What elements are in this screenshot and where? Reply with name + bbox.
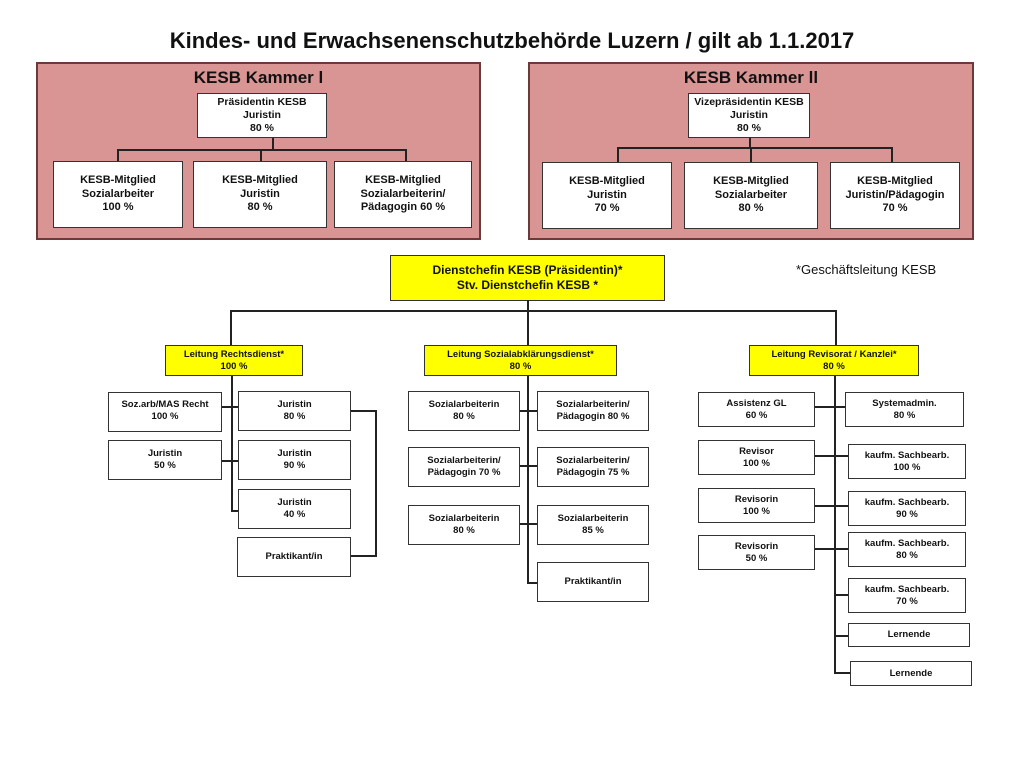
connector xyxy=(750,147,752,162)
staff-box xyxy=(850,661,972,686)
connector xyxy=(815,455,848,457)
kammer-2-title: KESB Kammer ll xyxy=(683,68,819,87)
staff-box xyxy=(537,447,649,487)
box-line: 90 % xyxy=(896,508,918,520)
box-line: Sozialarbeiter xyxy=(714,188,788,201)
staff-box xyxy=(848,491,966,526)
box-line: Revisorin xyxy=(734,540,779,552)
box-line: KESB-Mitglied xyxy=(569,174,645,187)
box-line: Sozialarbeiterin xyxy=(428,399,500,411)
box-line: Revisor xyxy=(739,445,774,457)
staff-box xyxy=(845,392,964,427)
staff-box xyxy=(698,535,815,570)
box-line: Soz.arb/MAS Recht xyxy=(121,399,209,410)
staff-box xyxy=(537,562,649,602)
box-line: Dienstchefin KESB (Präsidentin)* xyxy=(432,263,623,277)
box-line: Leitung Rechtsdienst* xyxy=(183,348,285,360)
box-line: KESB-Mitglied xyxy=(713,174,789,187)
box-line: Revisorin xyxy=(734,493,779,505)
staff-box xyxy=(238,391,351,431)
box-line: Leitung Revisorat / Kanzlei* xyxy=(771,348,897,360)
box-line: 80 % xyxy=(737,122,761,135)
box-line: Sozialarbeiterin xyxy=(557,513,629,525)
kammer-2-member-box xyxy=(830,162,960,229)
connector xyxy=(260,149,262,161)
staff-box xyxy=(698,392,815,427)
kammer-1-title: KESB Kammer l xyxy=(193,68,324,87)
box-line: 70 % xyxy=(896,595,918,607)
connector xyxy=(617,147,893,149)
box-line: Pädagogin 60 % xyxy=(360,201,446,214)
box-line: Lernende xyxy=(887,629,931,641)
box-line: Stv. Dienstchefin KESB * xyxy=(456,278,599,292)
lead-revisorat-box xyxy=(749,345,919,376)
box-line: 70 % xyxy=(594,202,620,215)
chief-box xyxy=(390,255,665,301)
box-line: KESB-Mitglied xyxy=(857,174,933,187)
connector xyxy=(350,555,377,557)
connector xyxy=(405,149,407,161)
box-line: 100 % xyxy=(743,457,770,469)
lead-rechtsdienst-box xyxy=(165,345,303,376)
connector xyxy=(891,147,893,162)
connector xyxy=(230,310,837,312)
connector xyxy=(350,410,377,412)
connector xyxy=(519,465,537,467)
box-line: Juristin xyxy=(147,448,183,460)
box-line: Systemadmin. xyxy=(872,397,937,409)
connector xyxy=(815,548,848,550)
box-line: 70 % xyxy=(882,202,908,215)
box-line: 50 % xyxy=(745,552,768,564)
box-line: Sozialarbeiterin/ xyxy=(556,455,630,467)
staff-box xyxy=(698,488,815,523)
box-line: 60 % xyxy=(745,409,768,421)
connector xyxy=(834,672,850,674)
box-line: Juristin xyxy=(277,497,312,509)
box-line: 100 % xyxy=(893,461,921,473)
box-line: 90 % xyxy=(283,460,306,471)
staff-box xyxy=(108,392,222,432)
box-line: Praktikant/in xyxy=(564,576,622,588)
kammer-2-member-box xyxy=(542,162,672,229)
box-line: 100 % xyxy=(220,360,248,372)
box-line: KESB-Mitglied xyxy=(365,173,441,186)
box-line: kaufm. Sachbearb. xyxy=(864,449,950,461)
connector xyxy=(815,505,848,507)
box-line: Sozialarbeiterin/ xyxy=(427,455,501,467)
box-line: Sozialarbeiter xyxy=(81,187,155,200)
connector xyxy=(272,137,274,149)
box-line: Sozialarbeiterin/ xyxy=(360,187,446,200)
staff-box xyxy=(237,537,351,577)
connector xyxy=(519,523,537,525)
box-line: Juristin xyxy=(587,188,627,201)
connector xyxy=(617,147,619,162)
box-line: 80 % xyxy=(509,360,532,372)
box-line: KESB-Mitglied xyxy=(80,173,156,186)
kammer-2-head-box xyxy=(688,93,810,138)
box-line: 80 % xyxy=(453,525,475,536)
lead-sozial-box xyxy=(424,345,617,376)
box-line: KESB-Mitglied xyxy=(222,173,298,186)
box-line: 40 % xyxy=(283,509,306,520)
box-line: 80 % xyxy=(453,411,475,422)
connector xyxy=(815,406,845,408)
connector xyxy=(527,376,529,584)
box-line: kaufm. Sachbearb. xyxy=(864,496,950,508)
connector xyxy=(375,410,377,557)
box-line: Juristin xyxy=(730,108,768,121)
box-line: Juristin/Pädagogin xyxy=(845,188,945,201)
staff-box xyxy=(108,440,222,480)
box-line: 100 % xyxy=(151,410,179,422)
connector xyxy=(527,582,537,584)
connector xyxy=(834,635,848,637)
connector xyxy=(835,310,837,345)
connector xyxy=(519,410,537,412)
box-line: Pädagogin 70 % xyxy=(427,467,501,478)
staff-box xyxy=(238,489,351,529)
staff-box xyxy=(537,391,649,431)
box-line: 80 % xyxy=(283,411,306,422)
leadership-note: *Geschäftsleitung KESB xyxy=(796,262,937,277)
box-line: Juristin xyxy=(240,187,280,200)
kammer-2-member-box xyxy=(684,162,818,229)
page-title: Kindes- und Erwachsenenschutzbehörde Luzern / gilt ab 1.1.2017 xyxy=(169,28,855,53)
staff-box xyxy=(238,440,351,480)
box-line: 80 % xyxy=(247,201,273,214)
connector xyxy=(117,149,119,161)
staff-box xyxy=(537,505,649,545)
connector xyxy=(231,374,233,512)
kammer-1-member-box xyxy=(334,161,472,228)
box-line: Juristin xyxy=(277,448,312,460)
box-line: Assistenz GL xyxy=(726,397,787,409)
staff-box xyxy=(848,532,966,567)
box-line: kaufm. Sachbearb. xyxy=(864,583,950,595)
staff-box xyxy=(408,391,520,431)
connector xyxy=(834,376,836,674)
box-line: Lernende xyxy=(889,667,933,679)
kammer-1-member-box xyxy=(53,161,183,228)
box-line: Leitung Sozialabklärungsdienst* xyxy=(447,348,594,360)
box-line: 50 % xyxy=(154,460,176,471)
staff-box xyxy=(848,623,970,647)
box-line: Praktikant/in xyxy=(265,551,323,563)
staff-box xyxy=(848,444,966,479)
box-line: 80 % xyxy=(896,549,918,561)
connector xyxy=(230,310,232,346)
connector xyxy=(117,149,407,151)
box-line: Sozialarbeiterin xyxy=(428,513,500,525)
box-line: Pädagogin 80 % xyxy=(556,411,630,422)
box-line: kaufm. Sachbearb. xyxy=(864,537,950,549)
staff-box xyxy=(408,447,520,487)
connector xyxy=(834,594,848,596)
staff-box xyxy=(698,440,815,475)
box-line: 85 % xyxy=(582,525,604,536)
box-line: Präsidentin KESB xyxy=(217,95,307,108)
box-line: 80 % xyxy=(823,360,845,372)
connector xyxy=(527,300,529,345)
box-line: Juristin xyxy=(243,108,281,121)
box-line: 80 % xyxy=(250,122,274,135)
staff-box xyxy=(408,505,520,545)
kammer-1-member-box xyxy=(193,161,327,228)
box-line: 80 % xyxy=(893,409,916,421)
box-line: Pädagogin 75 % xyxy=(556,467,630,478)
box-line: 80 % xyxy=(738,202,764,215)
box-line: 100 % xyxy=(102,201,134,214)
kammer-1-head-box xyxy=(197,93,327,138)
box-line: Vizepräsidentin KESB xyxy=(694,95,804,108)
box-line: 100 % xyxy=(743,505,770,517)
staff-box xyxy=(848,578,966,613)
box-line: Juristin xyxy=(277,399,312,411)
box-line: Sozialarbeiterin/ xyxy=(556,399,630,411)
